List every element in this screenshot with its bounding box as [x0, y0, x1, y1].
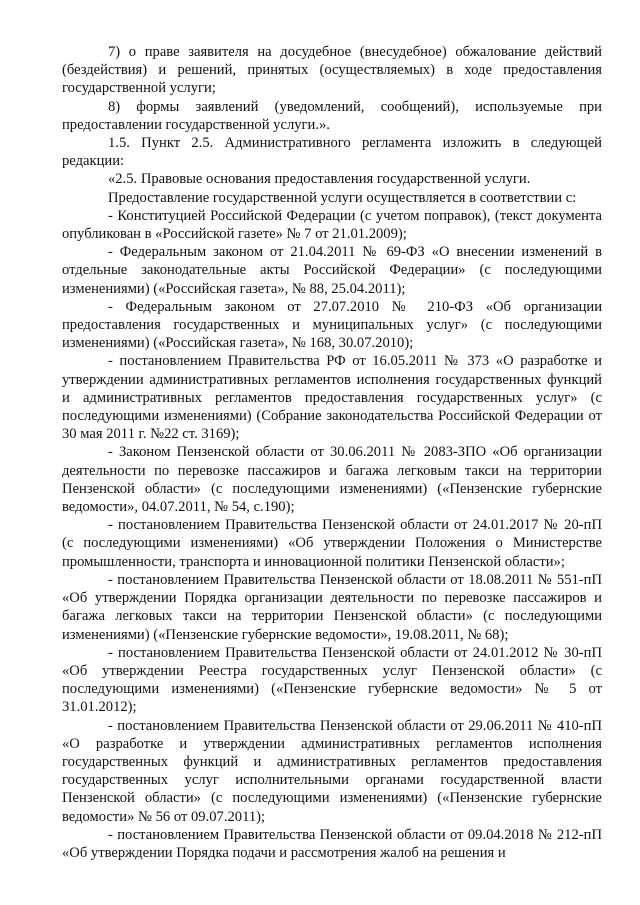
list-item-penza-decree-410: - постановлением Правительства Пензенской области от 29.06.2011 № 410-пП «О разработке и утверждении административных регламентов исполнения государственных функций и административных регламентов предоставления государственных услуг исполнительными органами государственной власти Пензенской области» (с последующими изменениями) («Пензенские губернские ведомости» № 56 от 09.07.2011);	[62, 717, 602, 825]
list-item-penza-decree-30: - постановлением Правительства Пензенской области от 24.01.2012 № 30-пП «Об утверждении Реестра государственных услуг Пензенской области» (с последующими изменениями) («Пензенские губернские ведомости» № 5 от 31.01.2012);	[62, 644, 602, 716]
list-item-penza-decree-20: - постановлением Правительства Пензенской области от 24.01.2017 № 20-пП (с последующими изменениями) «Об утверждении Положения о Министерстве промышленности, транспорта и инновационной политики Пензенской области»;	[62, 517, 602, 570]
list-item-penza-decree-212: - постановлением Правительства Пензенской области от 09.04.2018 № 212-пП «Об утверждении Порядка подачи и рассмотрения жалоб на решения и	[62, 826, 602, 861]
paragraph-section-2-5-heading: «2.5. Правовые основания предоставления государственной услуги.	[108, 171, 531, 188]
paragraph-item-8: 8) формы заявлений (уведомлений, сообщений), используемые при предоставлении государственной услуги.».	[62, 98, 602, 133]
list-item-government-decree-373: - постановлением Правительства РФ от 16.05.2011 № 373 «О разработке и утверждении административных регламентов исполнения государственных функций и административных регламентов предоставления государственных услуг» (с последующими изменениями) (Собрание законодательства Российской Федерации от 30 мая 2011 г. №22 ст. 3169);	[62, 353, 602, 443]
list-item-constitution: - Конституцией Российской Федерации (с учетом поправок), (текст документа опубликован в «Российской газете» № 7 от 21.01.2009);	[62, 207, 602, 243]
list-item-federal-law-69: - Федеральным законом от 21.04.2011 № 69-ФЗ «О внесении изменений в отдельные законодательные акты Российской Федерации» (с последующими изменениями) («Российская газета», № 88, 25.04.2011);	[62, 244, 602, 297]
list-item-penza-law-2083: - Законом Пензенской области от 30.06.2011 № 2083-ЗПО «Об организации деятельности по перевозке пассажиров и багажа легковым такси на территории Пензенской области» (с последующими изменениями) («Пензенские губернские ведомости», 04.07.2011, № 54, с.190);	[62, 444, 602, 516]
paragraph-item-7: 7) о праве заявителя на досудебное (внесудебное) обжалование действий (бездействия) и решений, принятых (осуществляемых) в ходе предоставления государственной услуги;	[62, 44, 602, 97]
paragraph-point-1-5: 1.5. Пункт 2.5. Административного регламента изложить в следующей редакции:	[62, 135, 602, 170]
paragraph-legal-basis-intro: Предоставление государственной услуги осуществляется в соответствии с:	[108, 189, 577, 206]
list-item-federal-law-210: - Федеральным законом от 27.07.2010 № 210-ФЗ «Об организации предоставления государственных и муниципальных услуг» (с последующими изменениями) («Российская газета», № 168, 30.07.2010);	[62, 298, 602, 352]
list-item-penza-decree-551: - постановлением Правительства Пензенской области от 18.08.2011 № 551-пП «Об утверждении Порядка организации деятельности по перевозке пассажиров и багажа легковых такси на территории Пензенской области» (с последующими изменениями) («Пензенские губернские ведомости», 19.08.2011, № 68);	[62, 571, 602, 643]
